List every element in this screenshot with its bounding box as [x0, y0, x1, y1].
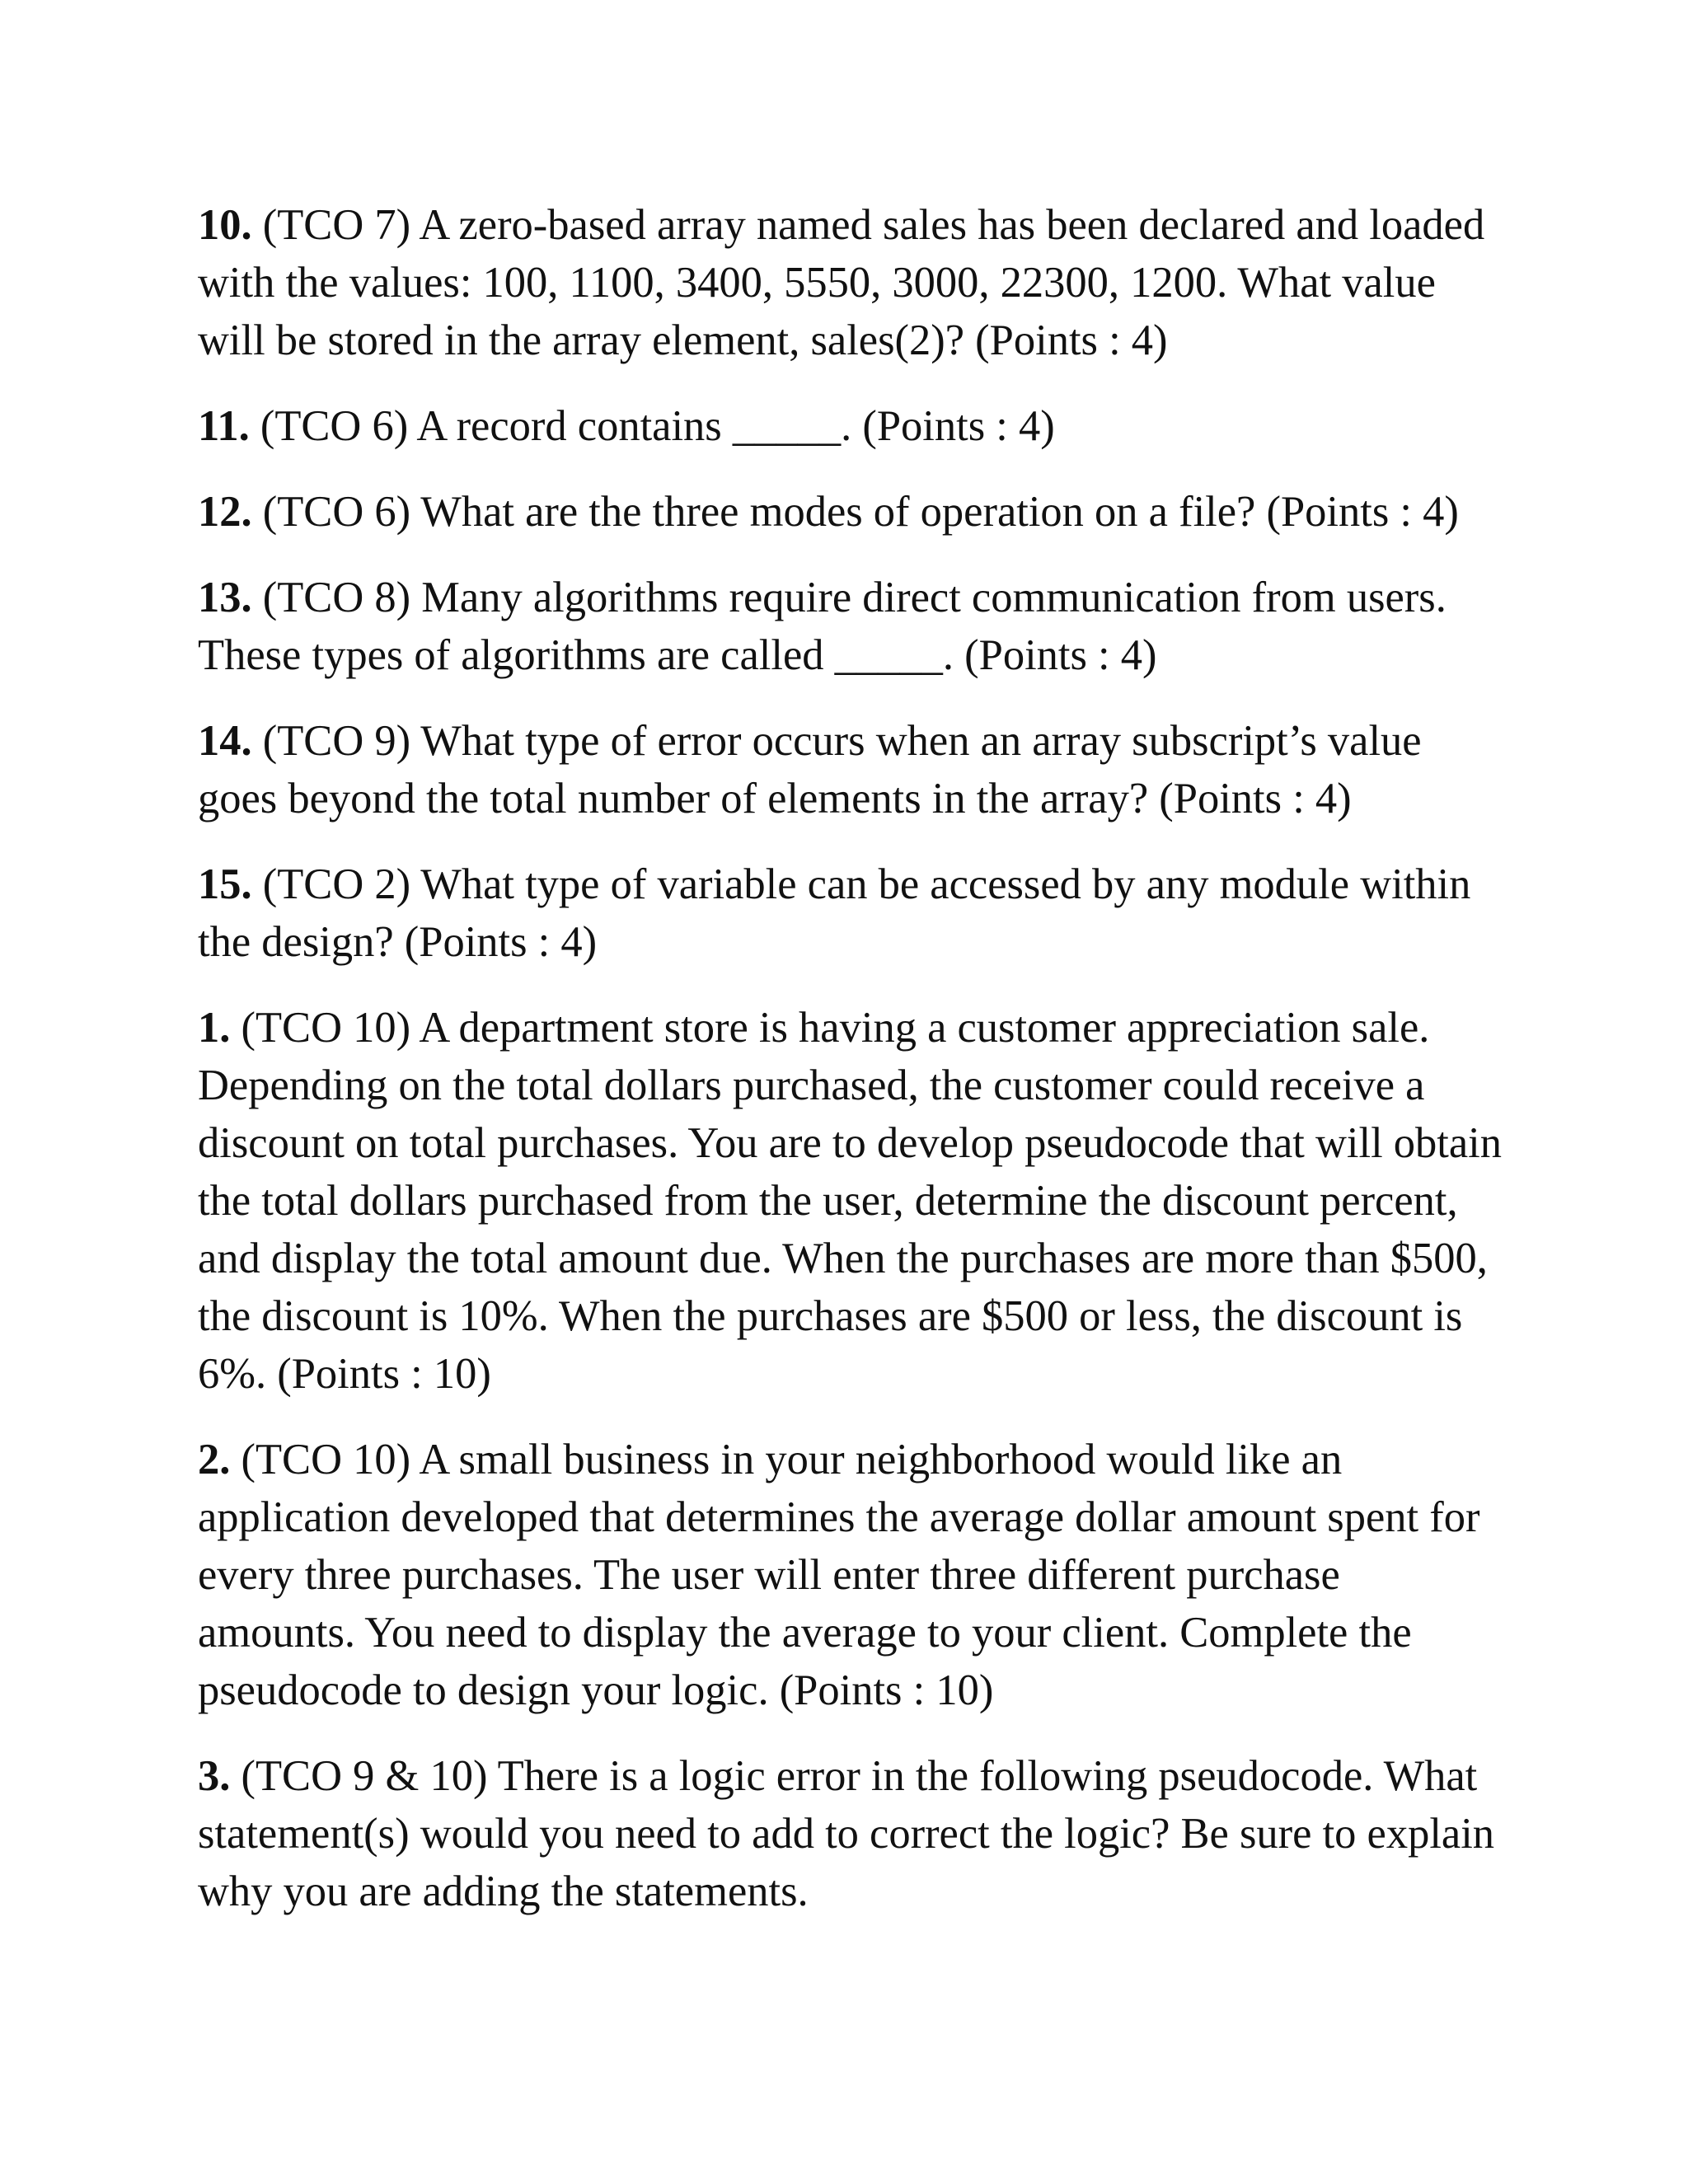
- question-text: (TCO 2) What type of variable can be accessed by any module within the design? (Points : 4): [198, 860, 1471, 966]
- question-number: 12.: [198, 488, 252, 536]
- question-14: [198, 712, 1504, 827]
- question-10: [198, 196, 1504, 369]
- question-number: 3.: [198, 1752, 231, 1800]
- question-number: 10.: [198, 201, 252, 249]
- question-text: (TCO 10) A small business in your neighborhood would like an application developed that determines the average dollar amount spent for every three purchases. The user will enter three different purchase amounts. You need to display the average to your client. Complete the pseudocode to design your logic. (Points : 10): [198, 1436, 1480, 1714]
- question-number: 2.: [198, 1436, 231, 1483]
- question-number: 1.: [198, 1004, 231, 1052]
- question-15: [198, 855, 1504, 971]
- question-text: (TCO 6) A record contains _____. (Points : 4): [249, 402, 1055, 450]
- question-list: [198, 196, 1504, 1948]
- question-number: 15.: [198, 860, 252, 908]
- question-13: [198, 569, 1504, 684]
- question-number: 11.: [198, 402, 250, 450]
- question-2: [198, 1431, 1504, 1719]
- question-12: [198, 483, 1504, 541]
- question-text: (TCO 9) What type of error occurs when an array subscript’s value goes beyond the total number of elements in the array? (Points : 4): [198, 717, 1422, 823]
- question-1: [198, 999, 1504, 1403]
- question-number: 13.: [198, 574, 252, 621]
- question-text: (TCO 10) A department store is having a customer appreciation sale. Depending on the total dollars purchased, the customer could receive a discount on total purchases. You are to develop pseudocode that will obtain the total dollars purchased from the user, determine the discount percent, and display the total amount due. When the purchases are more than $500, the discount is 10%. When the purchases are $500 or less, the discount is 6%. (Points : 10): [198, 1004, 1502, 1398]
- question-3: [198, 1747, 1504, 1920]
- question-11: [198, 397, 1504, 455]
- question-text: (TCO 6) What are the three modes of operation on a file? (Points : 4): [251, 488, 1459, 536]
- question-text: (TCO 8) Many algorithms require direct communication from users. These types of algorithms are called _____. (Points : 4): [198, 574, 1447, 679]
- question-text: (TCO 9 & 10) There is a logic error in the following pseudocode. What statement(s) would you need to add to correct the logic? Be sure to explain why you are adding the statements.: [198, 1752, 1495, 1915]
- question-number: 14.: [198, 717, 252, 765]
- question-text: (TCO 7) A zero-based array named sales has been declared and loaded with the values: 100, 1100, 3400, 5550, 3000, 22300, 1200. What value will be stored in the array element, sales(2)? (Points : 4): [198, 201, 1485, 364]
